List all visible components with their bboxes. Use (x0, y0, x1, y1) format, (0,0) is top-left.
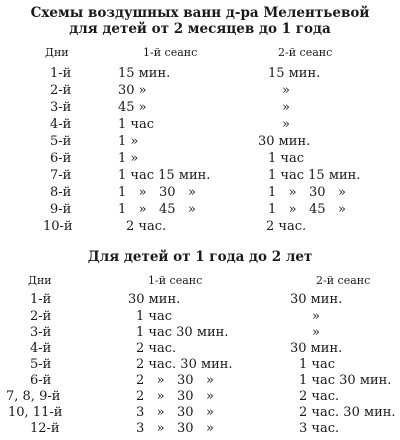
table1-row-session1: 1 » 45 » (118, 202, 196, 217)
table1-row-session1: 1 » (118, 134, 139, 149)
table2-row-session2: » (312, 325, 320, 340)
table1-row-session2: » (282, 100, 290, 115)
table2-row-day: 1-й (30, 292, 52, 307)
table1-row-session1: 1 час 15 мин. (118, 168, 211, 183)
table2-row-session2: 30 мин. (290, 341, 343, 356)
table1-row-session1: 1 » (118, 151, 139, 166)
table2-row-session1: 2 час. (136, 341, 177, 356)
table1-row-day: 9-й (50, 202, 72, 217)
table2-row-day: 4-й (30, 341, 52, 356)
table1-row-session1: 1 час (118, 117, 155, 132)
table2-row-session2: 2 час. (299, 389, 340, 404)
table1-row-day: 7-й (50, 168, 72, 183)
table2-row-session2: » (312, 309, 320, 324)
table2-header-session1: 1-й сеанс (148, 274, 203, 287)
table2-row-session1: 2 » 30 » (136, 373, 214, 388)
table2-row-session1: 1 час 30 мин. (136, 325, 229, 340)
table2-row-session1: 3 » 30 » (136, 421, 214, 436)
table1-row-session2: 15 мин. (268, 66, 321, 81)
table1-header-session2: 2-й сеанс (278, 46, 333, 59)
table1-row-day: 2-й (50, 83, 72, 98)
table1-row-session2: 1 » 30 » (268, 185, 346, 200)
table2-header-session2: 2-й сеанс (316, 274, 371, 287)
table2-row-day: 7, 8, 9-й (6, 389, 61, 404)
table2-row-session2: 1 час 30 мин. (299, 373, 392, 388)
table2-title: Для детей от 1 года до 2 лет (87, 249, 313, 265)
table1-row-session1: 2 час. (126, 219, 167, 234)
table1-row-session2: 1 час 15 мин. (268, 168, 361, 183)
table1-row-session2: » (282, 117, 290, 132)
table1-row-day: 4-й (50, 117, 72, 132)
table1-row-session2: » (282, 83, 290, 98)
table2-row-day: 5-й (30, 357, 52, 372)
table1-header-session1: 1-й сеанс (143, 46, 198, 59)
table1-row-session2: 1 час (268, 151, 305, 166)
table2-row-day: 2-й (30, 309, 52, 324)
table1-row-day: 10-й (43, 219, 73, 234)
table1-row-session1: 30 » (118, 83, 147, 98)
table1-title-line1: Схемы воздушных ванн д-ра Мелентьевой (30, 5, 370, 21)
table2-row-session2: 3 час. (299, 421, 340, 436)
table1-row-day: 1-й (50, 66, 72, 81)
table1-row-day: 8-й (50, 185, 72, 200)
table2-row-day: 6-й (30, 373, 52, 388)
table1-row-day: 3-й (50, 100, 72, 115)
table2-row-session2: 1 час (299, 357, 336, 372)
table1-row-session2: 2 час. (266, 219, 307, 234)
table2-row-session1: 30 мин. (128, 292, 181, 307)
table1-row-session2: 1 » 45 » (268, 202, 346, 217)
table2-row-session2: 2 час. 30 мин. (299, 405, 396, 420)
table2-row-day: 10, 11-й (8, 405, 63, 420)
table1-row-day: 6-й (50, 151, 72, 166)
table2-row-session1: 2 » 30 » (136, 389, 214, 404)
table2-row-session1: 2 час. 30 мин. (136, 357, 233, 372)
table1-row-session1: 15 мин. (118, 66, 171, 81)
table2-row-day: 12-й (30, 421, 60, 436)
table2-row-session1: 1 час (136, 309, 173, 324)
table1-row-session1: 1 » 30 » (118, 185, 196, 200)
table2-row-session2: 30 мин. (290, 292, 343, 307)
table1-row-day: 5-й (50, 134, 72, 149)
table2-row-session1: 3 » 30 » (136, 405, 214, 420)
table1-header-day: Дни (45, 46, 69, 59)
table2-row-day: 3-й (30, 325, 52, 340)
table2-header-day: Дни (28, 274, 52, 287)
table1-row-session1: 45 » (118, 100, 147, 115)
table1-title-line2: для детей от 2 месяцев до 1 года (69, 21, 331, 37)
table1-row-session2: 30 мин. (258, 134, 311, 149)
